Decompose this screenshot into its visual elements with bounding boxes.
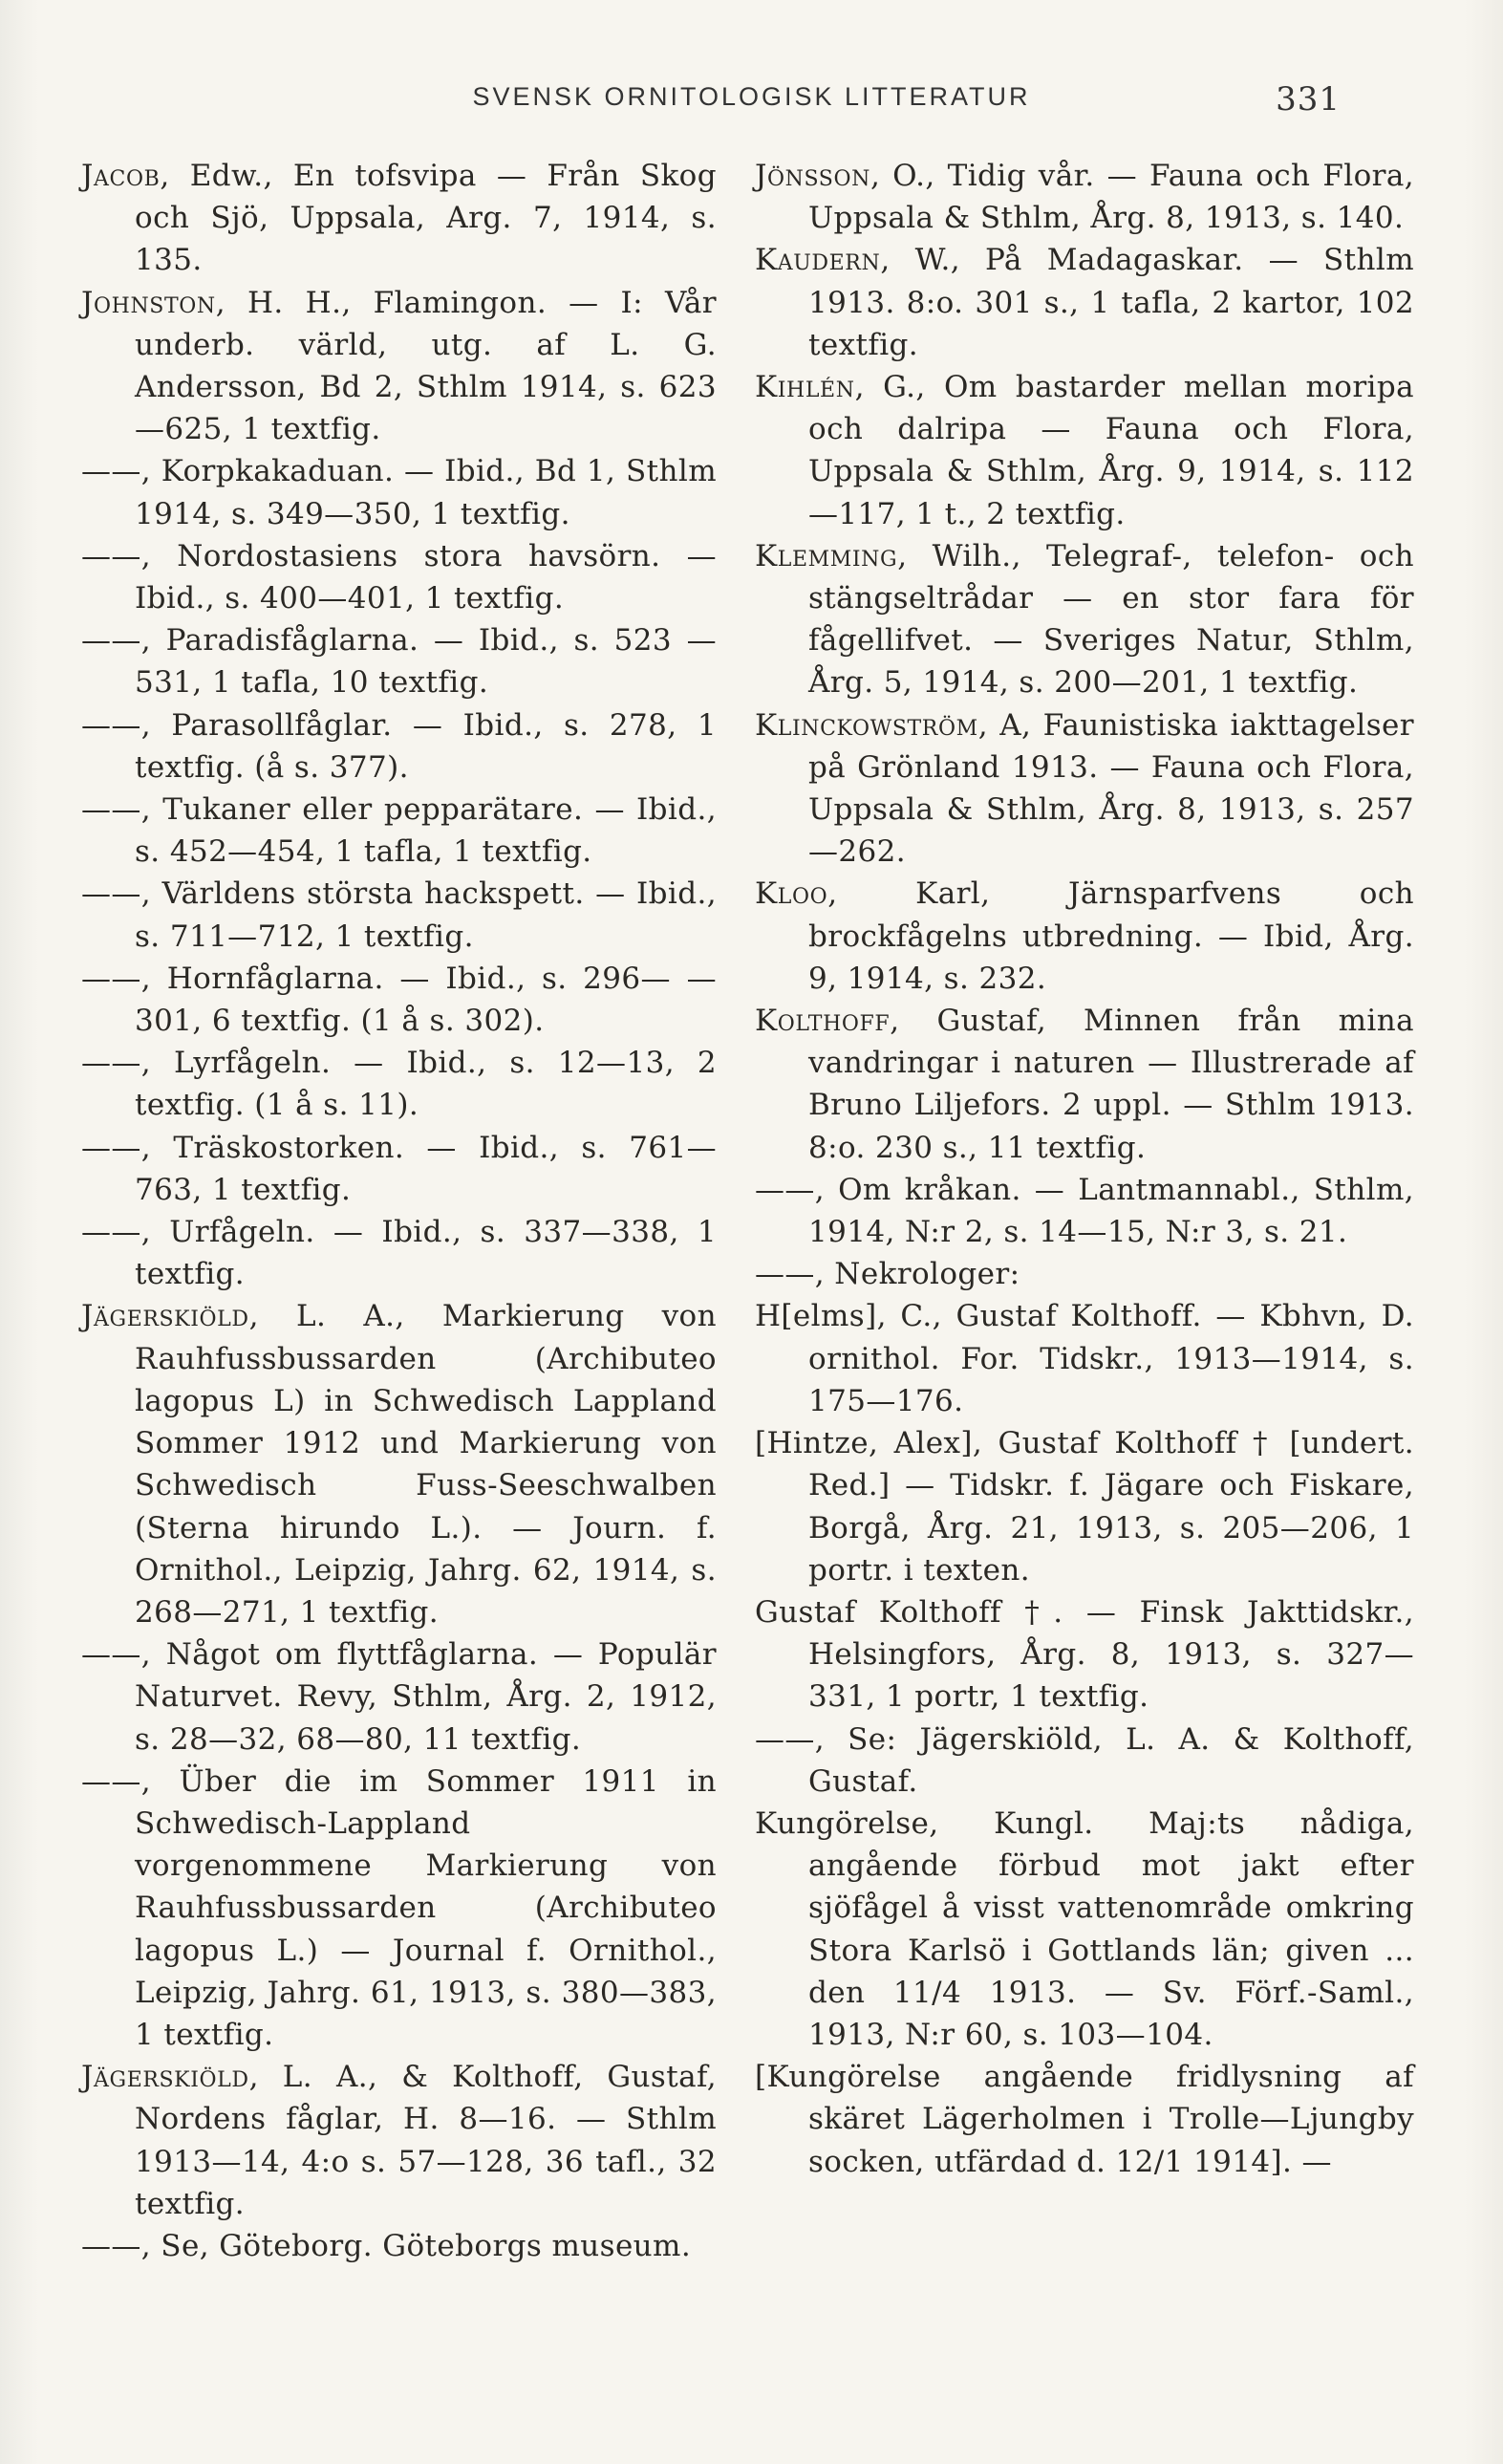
entry-text: ——, Världens största hackspett. — Ibid., s. 711—712, 1 textfig. <box>81 876 717 954</box>
entry-text: ——, Hornfåglarna. — Ibid., s. 296— —301, 6 textfig. (1 å s. 302). <box>81 961 717 1039</box>
bibliography-entry <box>755 1253 1414 1295</box>
bibliography-entry <box>755 1591 1414 1718</box>
bibliography-entry <box>81 155 717 282</box>
entry-text: ——, Nekrologer: <box>755 1257 1020 1292</box>
bibliography-entry <box>755 2056 1414 2183</box>
bibliography-entry <box>81 619 717 703</box>
entry-text: , W., På Madagaskar. — Sthlm 1913. 8:o. 301 s., 1 tafla, 2 kartor, 102 textfig. <box>808 243 1414 362</box>
entry-author: Jägerskiöld <box>81 2060 249 2095</box>
entry-text: , L. A., & Kolthoff, Gustaf, Nordens fåglar, H. 8—16. — Sthlm 1913—14, 4:o s. 57—128, 36 tafl., 32 textfig. <box>135 2060 717 2221</box>
entry-text: ——, Lyrfågeln. — Ibid., s. 12—13, 2 textfig. (1 å s. 11). <box>81 1046 717 1123</box>
bibliography-entry <box>81 282 717 451</box>
entry-text: ——, Korpkakaduan. — Ibid., Bd 1, Sthlm 1914, s. 349—350, 1 textfig. <box>81 454 717 531</box>
entry-author: Jacob <box>81 159 161 193</box>
entry-author: Jägerskiöld <box>81 1299 249 1334</box>
entry-text: [Hintze, Alex], Gustaf Kolthoff † [undert. Red.] — Tidskr. f. Jägare och Fiskare, Borgå, Årg. 21, 1913, s. 205—206, 1 portr. i texten. <box>755 1426 1414 1588</box>
entry-text: ——, Något om flyttfåglarna. — Populär Naturvet. Revy, Sthlm, Årg. 2, 1912, s. 28—32, 68—80, 11 textfig. <box>81 1637 717 1757</box>
entry-text: , G., Om bastarder mellan moripa och dalripa — Fauna och Flora, Uppsala & Sthlm, Årg. 9, 1914, s. 112—117, 1 t., 2 textfig. <box>808 370 1414 531</box>
bibliography-entry <box>81 958 717 1042</box>
bibliography-entry <box>755 873 1414 1000</box>
bibliography-entry <box>755 1422 1414 1591</box>
bibliography-entry <box>81 1127 717 1211</box>
entry-text: [Kungörelse angående fridlysning af skäret Lägerholmen i Trolle—Ljungby socken, utfärdad d. 12/1 1914]. — <box>755 2060 1414 2179</box>
entry-text: ——, Nordostasiens stora havsörn. — Ibid., s. 400—401, 1 textfig. <box>81 538 717 616</box>
bibliography-entry <box>81 1295 717 1633</box>
bibliography-entry <box>81 1042 717 1126</box>
entry-text: ——, Über die im Sommer 1911 in Schwedisch-Lappland vorgenommene Markierung von Rauhfussbussarden (Archibuteo lagopus L.) — Journal f. Ornithol., Leipzig, Jahrg. 61, 1913, s. 380—383, 1 textfig. <box>81 1763 717 2052</box>
entry-text: , O., Tidig vår. — Fauna och Flora, Uppsala & Sthlm, Årg. 8, 1913, s. 140. <box>808 159 1414 236</box>
entry-text: ——, Se, Göteborg. Göteborgs museum. <box>81 2228 692 2263</box>
bibliography-entry <box>81 2056 717 2225</box>
entry-author: Klemming <box>755 538 898 573</box>
entry-text: , H. H., Flamingon. — I: Vår underb. värld, utg. af L. G. Andersson, Bd 2, Sthlm 1914, s. 623 —625, 1 textfig. <box>135 285 717 447</box>
bibliography-entry <box>755 1000 1414 1169</box>
entry-author: Kaudern <box>755 243 881 278</box>
bibliography-entry <box>755 155 1414 239</box>
entry-text: ——, Träskostorken. — Ibid., s. 761— 763, 1 textfig. <box>81 1130 717 1207</box>
entry-author: Johnston <box>81 285 216 320</box>
running-head: SVENSK ORNITOLOGISK LITTERATUR <box>472 82 1031 111</box>
bibliography-entry <box>755 704 1414 874</box>
entry-text: ——, Se: Jägerskiöld, L. A. & Kolthoff, Gustaf. <box>755 1721 1414 1799</box>
entry-text: ——, Om kråkan. — Lantmannabl., Sthlm, 1914, N:r 2, s. 14—15, N:r 3, s. 21. <box>755 1172 1414 1250</box>
entry-text: ——, Parasollfåglar. — Ibid., s. 278, 1 textfig. (å s. 377). <box>81 707 717 785</box>
bibliography-entry <box>755 535 1414 704</box>
bibliography-entry <box>755 366 1414 535</box>
bibliography-entry <box>755 1295 1414 1422</box>
entry-text: ——, Paradisfåglarna. — Ibid., s. 523 —531, 1 tafla, 10 textfig. <box>81 623 717 701</box>
bibliography-entry <box>81 1761 717 2056</box>
entry-author: Jönsson <box>755 159 870 193</box>
bibliography-entry <box>81 1633 717 1761</box>
entry-text: ——, Tukaner eller pepparätare. — Ibid., s. 452—454, 1 tafla, 1 textfig. <box>81 792 717 870</box>
bibliography-entry <box>755 1718 1414 1803</box>
bibliography-entry <box>755 1169 1414 1253</box>
entry-author: Kolthoff <box>755 1004 891 1039</box>
bibliography-entry <box>81 873 717 957</box>
entry-text: , L. A., Markierung von Rauhfussbussarden (Archibuteo lagopus L) in Schwedisch Lappland Sommer 1912 und Markierung von Schwedisch Fuss-Seeschwalben (Sterna hirundo L.). — Journ. f. Ornithol., Leipzig, Jahrg. 62, 1914, s. 268—271, 1 textfig. <box>135 1299 717 1630</box>
entry-text: H[elms], C., Gustaf Kolthoff. — Kbhvn, D. ornithol. For. Tidskr., 1913—1914, s. 175—176. <box>755 1299 1414 1418</box>
entry-text: ——, Urfågeln. — Ibid., s. 337—338, 1 textfig. <box>81 1215 717 1292</box>
bibliography-entry <box>81 789 717 873</box>
entry-author: Kihlén <box>755 370 855 405</box>
entry-text: , A, Faunistiska iakttagelser på Grönland 1913. — Fauna och Flora, Uppsala & Sthlm, Årg. 8, 1913, s. 257—262. <box>808 707 1414 870</box>
entry-author: Klinckowström <box>755 707 978 743</box>
bibliography-entry <box>81 704 717 789</box>
bibliography-entry <box>755 1803 1414 2056</box>
right-column <box>755 155 1414 2183</box>
entry-text: Kungörelse, Kungl. Maj:ts nådiga, angående förbud mot jakt efter sjöfågel å visst vattenområde omkring Stora Karlsö i Gottlands län; given ... den 11/4 1913. — Sv. Förf.-Saml., 1913, N:r 60, s. 103—104. <box>755 1805 1414 2052</box>
entry-text: , Edw., En tofsvipa — Från Skog och Sjö, Uppsala, Arg. 7, 1914, s. 135. <box>135 159 717 278</box>
bibliography-entry <box>81 450 717 534</box>
entry-text: , Karl, Järnsparfvens och brockfågelns utbredning. — Ibid, Årg. 9, 1914, s. 232. <box>808 876 1414 996</box>
bibliography-entry <box>81 1211 717 1295</box>
bibliography-entry <box>81 2225 717 2267</box>
entry-text: , Wilh., Telegraf-, telefon- och stängseltrådar — en stor fara för fågellifvet. — Sveriges Natur, Sthlm, Årg. 5, 1914, s. 200—201, 1 textfig. <box>808 538 1414 701</box>
bibliography-entry <box>755 239 1414 366</box>
bibliography-entry <box>81 535 717 619</box>
entry-author: Kloo <box>755 876 828 912</box>
page-number: 331 <box>1276 80 1341 119</box>
left-column <box>81 155 717 2267</box>
entry-text: , Gustaf, Minnen från mina vandringar i naturen — Illustrerade af Bruno Liljefors. 2 uppl. — Sthlm 1913. 8:o. 230 s., 11 textfig. <box>808 1004 1414 1165</box>
entry-text: Gustaf Kolthoff †. — Finsk Jakttidskr., Helsingfors, Årg. 8, 1913, s. 327— 331, 1 portr, 1 textfig. <box>755 1594 1414 1715</box>
